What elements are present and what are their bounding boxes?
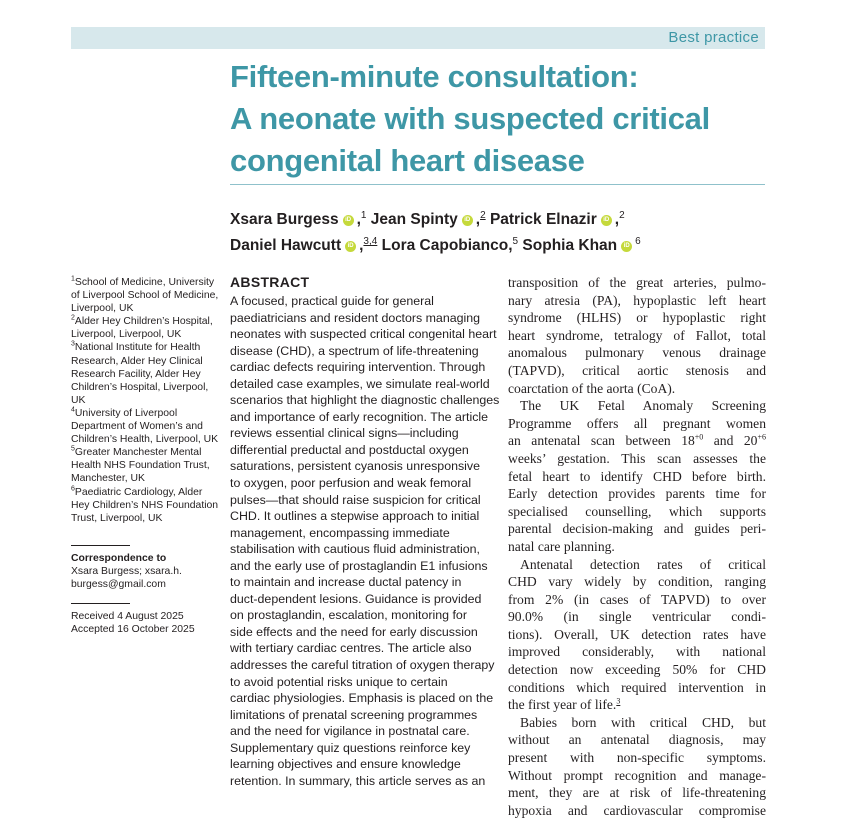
abstract-line: addresses the careful titration of oxygen therapy [230, 658, 495, 673]
correspondence [71, 552, 216, 591]
article-dates [71, 610, 216, 636]
affiliation-text: Liverpool, Liverpool, UK [71, 329, 182, 341]
body-line: from 2% (in cases of TAPVD) to over [508, 591, 766, 607]
body-line: improved considerably, with national [508, 644, 766, 660]
abstract-line: neonates with suspected critical congenital heart [230, 327, 497, 342]
affiliation-item [71, 275, 219, 315]
body-line: Babies born with critical CHD, but [520, 714, 766, 730]
sidebar-divider [71, 603, 130, 604]
affiliation-text: Research, Alder Hey Clinical [71, 355, 203, 367]
author-line: Xsara Burgess iD ,$^1$ Jean Spinty iD ,$^2$ Patrick Elnazir iD ,$^2$ [230, 210, 625, 229]
title-divider [230, 184, 765, 185]
body-text: the first year of life. [508, 697, 617, 713]
body-line: The UK Fetal Anomaly Screening [520, 398, 766, 414]
abstract-line: saturations, persistent cyanosis unresponsive [230, 459, 481, 474]
abstract-line: with tertiary cardiac centres. The article also [230, 641, 472, 656]
body-text: and 20 [703, 433, 758, 449]
author-name: Sophia Khan [522, 237, 618, 255]
body-line: Antenatal detection rates of critical [520, 556, 766, 572]
affiliation-text: Manchester, UK [71, 473, 145, 485]
affiliations [71, 275, 219, 525]
abstract-line: to maintain and increase ductal patency in [230, 575, 462, 590]
article-title [230, 56, 770, 182]
affiliation-text: Paediatric Cardiology, Alder [74, 486, 203, 498]
affiliation-text: Liverpool, UK [71, 303, 134, 315]
affiliation-number: 2 [71, 314, 75, 322]
orcid-icon[interactable]: iD [621, 241, 632, 252]
abstract-line: duct-dependent lesions. Guidance is provided [230, 591, 482, 606]
orcid-icon[interactable]: iD [343, 215, 354, 226]
abstract-line: retention. In summary, this article serves as an [230, 773, 486, 788]
author-affiliation-ref[interactable]: 3,4 [363, 236, 378, 248]
affiliation-text: Alder Hey Children’s Hospital, [74, 316, 213, 328]
correspondence-heading: Correspondence to [71, 553, 167, 564]
orcid-icon[interactable]: iD [345, 241, 356, 252]
title-line: A neonate with suspected critical [230, 101, 710, 136]
author-name: Lora Capobianco, [381, 237, 513, 255]
affiliation-text: UK [71, 394, 86, 406]
affiliation-text: Hey Children’s NHS Foundation [71, 499, 219, 511]
abstract-line: differential preductal and postductal oxygen [230, 442, 469, 457]
author-list [230, 205, 770, 257]
abstract-body [230, 293, 500, 789]
body-line: coarctation of the aorta (CoA). [508, 380, 676, 396]
affiliation-number: 5 [71, 445, 75, 453]
orcid-icon[interactable]: iD [462, 215, 473, 226]
body-line: Early detection provides parents time for [508, 486, 766, 502]
body-line: ment, they are at risk of life-threatening [508, 785, 766, 801]
body-line: specialised counselling, which supports [508, 503, 766, 519]
author-affiliation-ref[interactable]: 2 [480, 210, 486, 221]
affiliation-text: Research Facility, Alder Hey [71, 368, 201, 380]
abstract-line: limitations of prenatal screening programmes [230, 707, 478, 722]
body-line [508, 432, 766, 450]
received-date: Received 4 August 2025 [71, 611, 184, 622]
abstract-line: pulses—that should raise suspicion for critical [230, 492, 481, 507]
author-line: Daniel Hawcutt iD ,$^{3,4}$ Lora Capobianco,$^5$ Sophia Khan iD $^6$ [230, 236, 641, 255]
body-line [508, 696, 766, 714]
body-line: 90.0% (in single ventricular condi- [508, 609, 766, 625]
body-line: detection now exceeding 50% for CHD [508, 662, 766, 678]
sidebar-divider [71, 545, 130, 546]
body-line: Without prompt recognition and manage- [508, 767, 766, 783]
abstract-line: cardiac defects requiring intervention. Through [230, 360, 486, 375]
abstract-line: and importance of early recognition. The article [230, 409, 489, 424]
affiliation-text: Department of Women’s and [71, 421, 203, 433]
body-line: Programme offers all pregnant women [508, 415, 766, 431]
affiliation-text: of Liverpool School of Medicine, [71, 290, 219, 302]
affiliation-item [71, 406, 219, 446]
affiliation-text: University of Liverpool [74, 407, 178, 419]
body-line: hypoxia and cardiovascular compromise [508, 802, 766, 818]
body-line: nary atresia (PA), hypoplastic left heart [508, 292, 766, 308]
body-line: weeks’ gestation. This scan assesses the [508, 450, 766, 466]
abstract-line: learning objectives and ensure knowledge [230, 757, 461, 772]
affiliation-item [71, 315, 216, 341]
affiliation-number: 6 [71, 485, 75, 493]
body-superscript: +6 [757, 432, 766, 442]
body-line: (TAPVD), critical aortic stenosis and [508, 362, 766, 378]
affiliation-text: Health NHS Foundation Trust, [71, 460, 210, 472]
abstract-line: detailed case examples, we simulate real-world [230, 376, 490, 391]
abstract-line: to oxygen, poor perfusion and weak femoral [230, 476, 472, 491]
abstract-line: on prostaglandin, escalation, monitoring for [230, 608, 467, 623]
correspondence-text: Xsara Burgess; xsara.h. [71, 566, 182, 578]
title-line: Fifteen-minute consultation: [230, 59, 639, 94]
affiliation-text: Children’s Hospital, Liverpool, [71, 381, 209, 393]
abstract-line: stabilisation with cautious fluid administration, [230, 542, 481, 557]
abstract-line: A focused, practical guide for general [230, 294, 434, 308]
accepted-date: Accepted 16 October 2025 [71, 624, 195, 636]
abstract-line: management, encompassing immediate [230, 525, 450, 540]
abstract-line: and the early use of prostaglandin E1 infusions [230, 558, 488, 573]
abstract-line: reviews essential clinical signs—including [230, 426, 459, 441]
affiliation-number: 3 [71, 341, 75, 348]
abstract-line: CHD. It outlines a stepwise approach to initial [230, 509, 480, 524]
author-affiliation-ref: 5 [512, 236, 519, 248]
affiliation-text: School of Medicine, University [74, 277, 215, 288]
author-affiliation-ref: 2 [619, 210, 625, 221]
body-line: CHD vary widely by condition, ranging [508, 574, 766, 590]
correspondence-email[interactable]: burgess@gmail.com [71, 579, 166, 591]
body-line: fetal heart to identify CHD before birth. [508, 468, 766, 484]
affiliation-text: Greater Manchester Mental [74, 447, 202, 459]
body-line: present with non-specific symptoms. [508, 750, 766, 766]
affiliation-item [71, 485, 219, 525]
title-line: congenital heart disease [230, 143, 585, 178]
body-text: an antenatal scan between 18 [508, 433, 695, 449]
body-line: natal care planning. [508, 538, 615, 554]
abstract-line: side effects and the need for early discussion [230, 624, 478, 639]
abstract-line: disease (CHD), a spectrum of life-threatening [230, 343, 479, 358]
abstract-line: Supplementary quiz questions reinforce key [230, 740, 471, 755]
body-line: transposition of the great arteries, pulmo- [508, 275, 766, 290]
body-text-column [508, 274, 766, 819]
abstract-line: and the need for vigilance in postnatal care. [230, 724, 470, 739]
body-line: parental decision-making and guides peri- [508, 521, 766, 537]
body-line: syndrome (HLHS) or hypoplastic right [508, 310, 766, 326]
author-name: Daniel Hawcutt [230, 237, 342, 255]
author-name: Jean Spinty [370, 211, 458, 229]
section-banner [71, 27, 765, 49]
author-affiliation-ref: 6 [635, 236, 641, 248]
affiliation-number: 1 [71, 275, 75, 283]
affiliation-text: Trust, Liverpool, UK [71, 512, 163, 524]
orcid-icon[interactable]: iD [601, 215, 612, 226]
body-line: without an antenatal diagnosis, may [508, 732, 766, 748]
affiliation-item [71, 341, 216, 406]
body-line: heart syndrome, tetralogy of Fallot, total [508, 327, 766, 343]
abstract-line: to avoid potential risks unique to certain [230, 674, 448, 689]
body-superscript: +0 [694, 432, 704, 442]
abstract-heading: ABSTRACT [230, 274, 310, 290]
citation-link[interactable]: 3 [616, 696, 621, 706]
body-line: anomalous pulmonary venous drainage [508, 345, 766, 361]
author-affiliation-ref: 1 [360, 210, 367, 221]
affiliation-number: 4 [71, 406, 75, 414]
abstract-line: scenarios that highlight the diagnostic challenges [230, 393, 500, 408]
affiliation-item [71, 446, 216, 485]
author-name: Xsara Burgess [230, 211, 339, 229]
affiliation-text: National Institute for Health [74, 342, 201, 354]
author-name: Patrick Elnazir [489, 211, 597, 229]
abstract-line: paediatricians and resident doctors managing [230, 310, 481, 325]
affiliation-text: Children’s Health, Liverpool, UK [71, 434, 219, 446]
body-line: tions). Overall, UK detection rates have [508, 626, 766, 642]
abstract-line: cardiac physiologies. Emphasis is placed on the [230, 691, 494, 706]
section-label: Best practice [668, 29, 759, 46]
body-line: conditions which required intervention in [508, 679, 766, 695]
